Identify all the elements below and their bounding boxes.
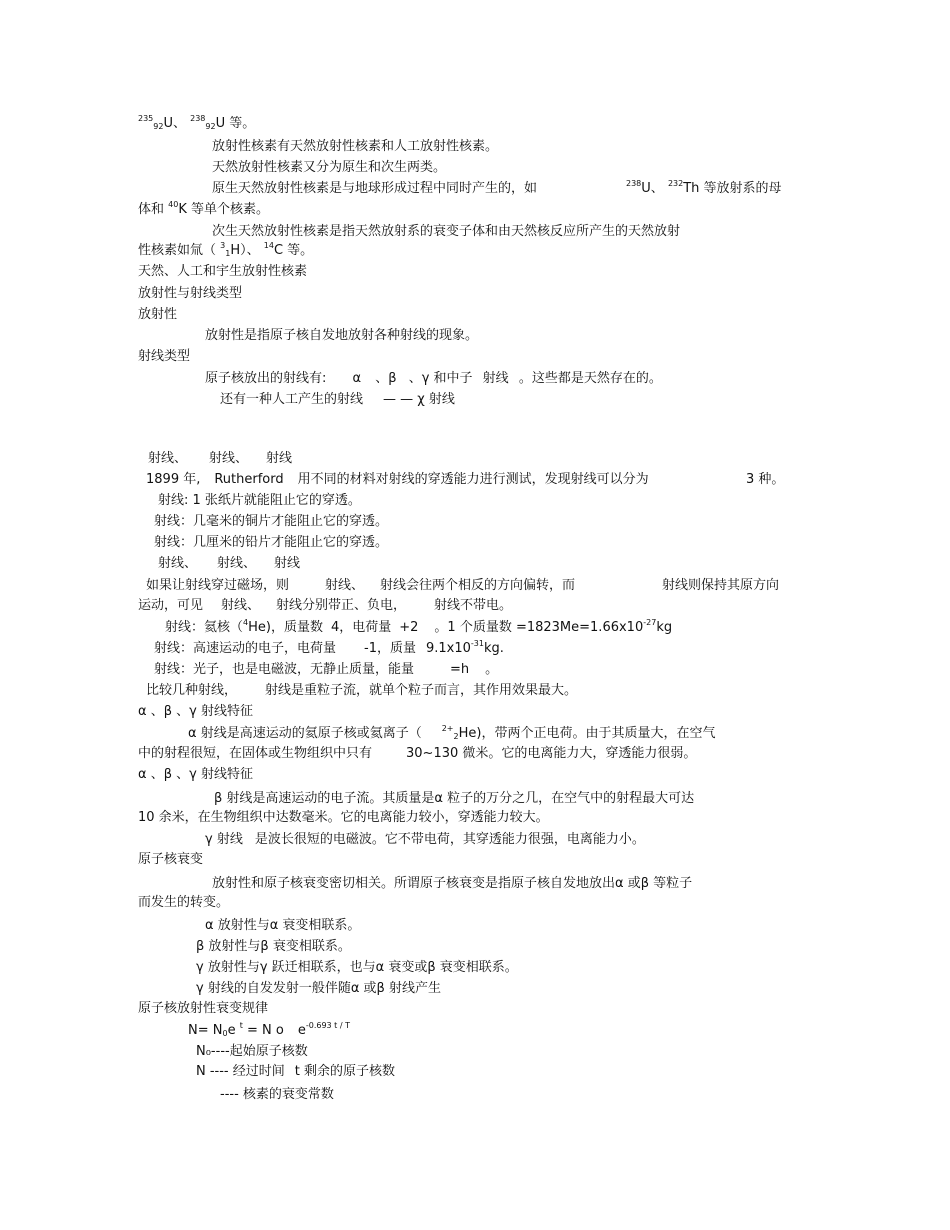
text-line: 射线：几厘米的铅片才能阻止它的穿透。 [154,535,389,550]
text-line: α 放射性与α 衰变相联系。 [205,918,361,933]
text-line: 原生天然放射性核素是与地球形成过程中同时产生的，如 [212,181,538,196]
text-line: 射线: 1 张纸片就能阻止它的穿透。 [158,493,361,508]
text-line: 次生天然放射性核素是指天然放射系的衰变子体和由天然核反应所产生的天然放射 [212,224,681,239]
section-heading: 射线类型 [138,349,191,364]
text-line: 原子核放出的射线有: α 、β 、γ 和中子 射线 。这些都是天然存在的。 [205,371,662,386]
text-line: 射线：光子，也是电磁波，无静止质量，能量 =h 。 [154,662,499,677]
text-line: 放射性核素有天然放射性核素和人工放射性核素。 [212,139,499,154]
section-heading: 天然、人工和宇生放射性核素 [138,264,308,279]
text-line: 10 余米，在生物组织中达数毫米。它的电离能力较小，穿透能力较大。 [138,810,549,825]
section-heading: 放射性 [138,307,178,322]
text-line: 射线则保持其原方向 [662,578,780,593]
section-heading: α 、β 、γ 射线特征 [138,704,253,719]
text-line: 放射性是指原子核自发地放射各种射线的现象。 [205,328,479,343]
text-line: 比较几种射线， 射线是重粒子流，就单个粒子而言，其作用效果最大。 [146,683,578,698]
text-line: 如果让射线穿过磁场，则 射线、 射线会往两个相反的方向偏转，而 [146,578,576,593]
text-line: 射线：几毫米的铜片才能阻止它的穿透。 [154,514,389,529]
text-line: β 射线是高速运动的电子流。其质量是α 粒子的万分之几，在空气中的射程最大可达 [214,791,695,806]
text-line: N ---- 经过时间 t 剩余的原子核数 [196,1064,395,1079]
text-line: γ 放射性与γ 跃迁相联系，也与α 衰变或β 衰变相联系。 [196,960,518,975]
section-heading: α 、β 、γ 射线特征 [138,767,253,782]
section-heading: 放射性与射线类型 [138,286,243,301]
text-line: 体和 $^{40}$K 等单个核素。 [138,200,270,217]
text-line: 射线、 射线、 射线 [148,451,293,466]
text-line: 性核素如氚（ $^3_1$H）、 $^{14}$C 等。 [138,241,314,258]
section-heading: 原子核放射性衰变规律 [138,1001,269,1016]
text-line: 运动，可见 射线、 射线分别带正、负电， 射线不带电。 [138,598,513,613]
text-line: 还有一种人工产生的射线 — — χ 射线 [220,392,455,407]
section-heading: 原子核衰变 [138,852,204,867]
text-line: N₀----起始原子核数 [196,1044,308,1059]
text-line: α 射线是高速运动的氦原子核或氦离子（ $^{2+}_2$He)，带两个正电荷。由于其质量大，在空气 [188,724,716,741]
text-line: 3 种。 [746,472,785,487]
text-line: ---- 核素的衰变常数 [220,1087,334,1102]
text-line: 射线、 射线、 射线 [158,556,301,571]
text-line: γ 射线 是波长很短的电磁波。它不带电荷，其穿透能力很强，电离能力小。 [205,832,645,847]
text-line: $^{238}$U、 $^{232}$Th 等放射系的母 [626,179,782,196]
formula: $N= N_0e$ $^t$ = N o $e^{-0.693 t / T}$ [188,1021,350,1038]
text-line: 放射性和原子核衰变密切相关。所谓原子核衰变是指原子核自发地放出α 或β 等粒子 [212,876,693,891]
text-line: 天然放射性核素又分为原生和次生两类。 [212,160,447,175]
text-line: 1899 年, Rutherford 用不同的材料对射线的穿透能力进行测试，发现射线可以分为 [146,472,649,487]
text-line: 中的射程很短，在固体或生物组织中只有 30~130 微米。它的电离能力大，穿透能力很弱。 [138,746,697,761]
text-line: 而发生的转变。 [138,895,230,910]
text-line: 射线：高速运动的电子，电荷量 -1，质量 $9.1x10^{-31}kg$. [154,639,504,656]
text-line: β 放射性与β 衰变相联系。 [196,939,351,954]
text-line: $^{235}_{92}$U、 $^{238}_{92}$U 等。 [138,114,256,131]
text-line: γ 射线的自发发射一般伴随α 或β 射线产生 [196,981,441,996]
text-line: 射线：氦核（$^4$He)，质量数 4，电荷量 +2 。1 个质量数 $=1823Me=1.66x10^{-27}kg$ [165,618,673,635]
